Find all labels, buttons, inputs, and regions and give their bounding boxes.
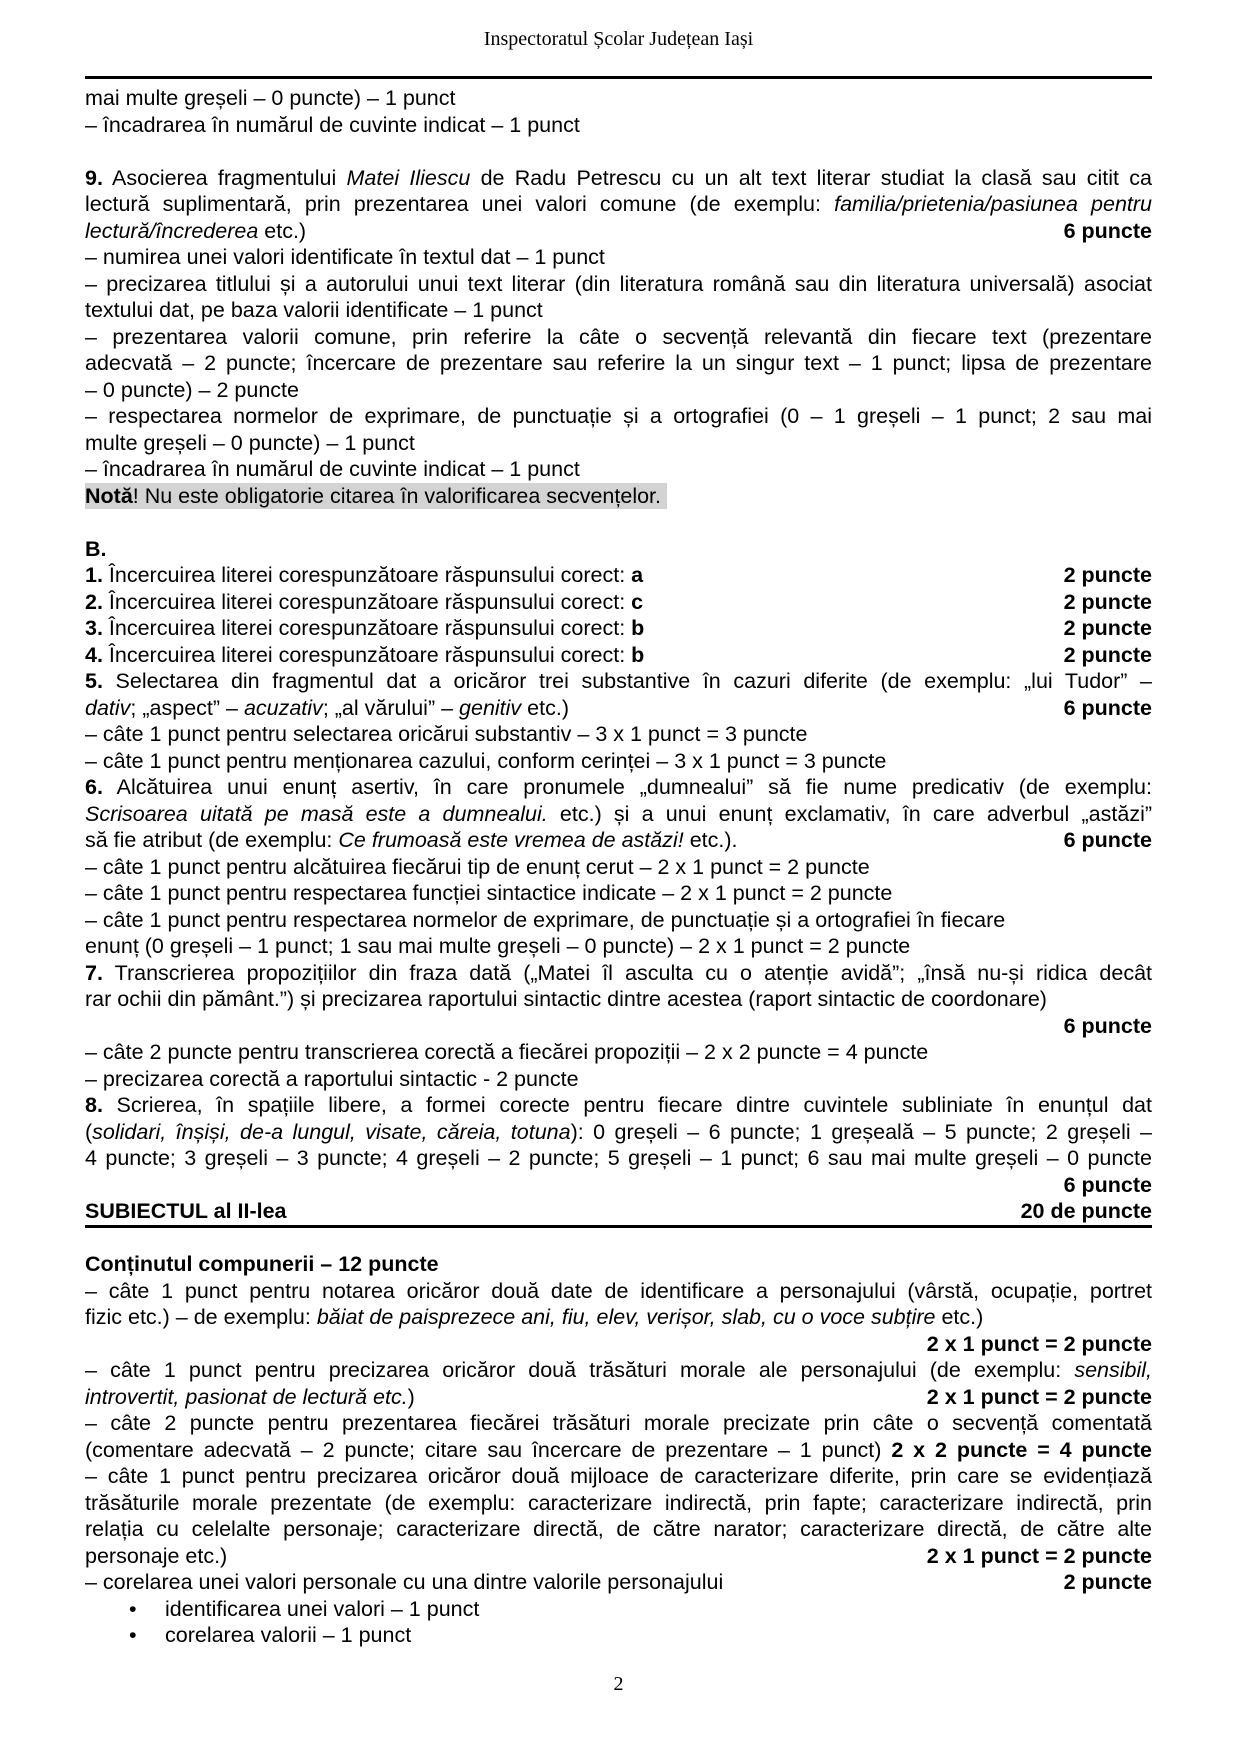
text-segment: Încercuirea literei corespunzătoare răspunsului corect: — [102, 589, 632, 614]
header-separator-line — [85, 76, 1152, 79]
text-segment: trăsăturile morale prezentate (de exemplu: caracterizare indirectă, prin fapte; caracterizare indirectă, prin — [85, 1490, 1152, 1515]
doc-line — [85, 589, 1152, 616]
points-value — [1064, 827, 1152, 854]
text-segment: c — [631, 589, 644, 614]
text-segment: personaje etc.) — [85, 1543, 228, 1568]
text-segment: Notă — [85, 483, 133, 508]
text-segment: – câte 2 puncte pentru prezentarea fiecărei trăsături morale precizate prin câte o secvență comentată — [85, 1411, 1152, 1435]
text-segment: – câte 1 punct pentru respectarea funcției sintactice indicate – 2 x 1 punct = 2 puncte — [85, 881, 893, 905]
doc-line — [85, 1119, 1152, 1146]
text-segment: corelarea valorii – 1 punct — [165, 1623, 412, 1647]
doc-line — [85, 1490, 1152, 1517]
highlighted-note — [85, 483, 667, 509]
text-segment: – precizarea titlului și a autorului unui text literar (din literatura română sau din literatura universală) asociat — [85, 271, 1152, 296]
text-segment: 9. — [85, 165, 103, 190]
doc-line — [85, 1331, 1152, 1358]
doc-line — [85, 1410, 1152, 1437]
text-segment: 7. — [85, 960, 103, 985]
text-segment: 6 puncte — [1063, 695, 1152, 720]
text-segment: ) — [407, 1384, 415, 1409]
document-body — [85, 85, 1152, 1649]
doc-line — [85, 1172, 1152, 1199]
text-segment: 8. — [85, 1093, 103, 1117]
doc-line — [85, 403, 1152, 430]
text-segment: – respectarea normelor de exprimare, de punctuație și a ortografiei (0 – 1 greșeli – 1 punct; 2 sau mai — [85, 404, 1152, 428]
text-segment: 2 puncte — [1063, 589, 1152, 614]
doc-line — [85, 748, 1152, 775]
doc-line — [85, 483, 1152, 510]
text-segment: adecvată – 2 puncte; încercare de prezentare sau referire la un singur text – 1 punct; lipsa de prezentare — [85, 351, 1152, 375]
points-value — [1064, 695, 1152, 722]
doc-line — [85, 271, 1152, 298]
points-value — [1064, 1569, 1152, 1596]
doc-line — [85, 854, 1152, 881]
text-segment: ( — [85, 1119, 93, 1144]
text-segment: 2. — [85, 589, 103, 614]
text-segment: etc.) — [258, 218, 307, 243]
doc-line — [85, 1304, 1152, 1331]
doc-line — [85, 801, 1152, 828]
text-segment: Asocierea fragmentului — [102, 165, 347, 190]
text-segment: lectură suplimentară, prin prezentarea unei valori comune (de exemplu: — [85, 192, 835, 216]
text-segment: 4 puncte; 3 greșeli – 3 puncte; 4 greșeli – 2 puncte; 5 greșeli – 1 punct; 6 sau mai multe greșeli – 0 puncte — [85, 1146, 1152, 1170]
doc-line — [85, 986, 1152, 1013]
doc-line — [85, 536, 1152, 563]
text-segment: să fie atribut (de exemplu: — [85, 828, 339, 852]
text-segment: – 0 puncte) – 2 puncte — [85, 377, 299, 402]
doc-line — [85, 642, 1152, 669]
text-segment: Scrierea, în spațiile libere, a formei corecte pentru fiecare dintre cuvintele subliniate în enunțul dat — [102, 1093, 1152, 1117]
doc-line — [85, 827, 1152, 854]
text-segment: introvertit, pasionat de lectură etc. — [85, 1384, 408, 1409]
bullet-icon: • — [129, 1596, 137, 1621]
doc-line — [85, 85, 1152, 112]
text-segment: Ce frumoasă este vremea de astăzi! — [338, 828, 684, 852]
text-segment: – încadrarea în numărul de cuvinte indicat – 1 punct — [85, 457, 580, 481]
text-segment: 2 puncte — [1063, 563, 1152, 587]
section-heading-row — [85, 1198, 1152, 1228]
points-value — [1064, 615, 1152, 642]
text-segment: a — [631, 563, 644, 587]
text-segment: – prezentarea valorii comune, prin referire la câte o secvență relevantă din fiecare text (prezentare — [85, 324, 1152, 349]
doc-line — [85, 1357, 1152, 1384]
text-segment: Selectarea din fragmentul dat a oricăror trei substantive în cazuri diferite (de exemplu: „lui Tudor” – — [102, 669, 1152, 693]
text-segment: familia/prietenia/pasiunea pentru — [834, 192, 1152, 216]
blank-line — [85, 138, 1152, 165]
doc-line — [85, 218, 1152, 245]
doc-line — [85, 244, 1152, 271]
text-segment: – câte 1 punct pentru respectarea normelor de exprimare, de punctuație și a ortografiei în fiecare — [85, 907, 1006, 932]
text-segment: Încercuirea literei corespunzătoare răspunsului corect: — [102, 616, 632, 640]
points-value — [1064, 589, 1152, 616]
text-segment: Încercuirea literei corespunzătoare răspunsului corect: — [102, 642, 632, 667]
text-segment: identificarea unei valori – 1 punct — [165, 1596, 480, 1621]
text-segment: 6 puncte — [1063, 1013, 1152, 1038]
doc-line — [85, 880, 1152, 907]
text-segment: b — [631, 616, 645, 640]
text-segment: etc.) — [521, 695, 569, 720]
text-segment: etc.) și a unui enunț exclamativ, în care adverbul „astăzi” — [547, 801, 1152, 826]
doc-line — [85, 1092, 1152, 1119]
text-segment: textului dat, pe baza valorii identificate – 1 punct — [85, 298, 543, 322]
text-segment: 2 x 1 punct = 2 puncte — [926, 1384, 1152, 1409]
doc-line — [85, 1066, 1152, 1093]
text-segment: 2 puncte — [1063, 642, 1152, 667]
doc-line — [85, 562, 1152, 589]
text-segment: b — [631, 642, 645, 667]
doc-line — [85, 774, 1152, 801]
blank-line — [85, 1225, 1152, 1252]
header-title: Inspectoratul Școlar Județean Iași — [483, 28, 754, 50]
doc-line — [85, 165, 1152, 192]
text-segment: 2 x 1 punct = 2 puncte — [926, 1331, 1152, 1356]
text-segment: multe greșeli – 0 puncte) – 1 punct — [85, 430, 415, 455]
text-segment: 1. — [85, 563, 103, 587]
text-segment: enunț (0 greșeli – 1 punct; 1 sau mai multe greșeli – 0 puncte) – 2 x 1 punct = 2 puncte — [85, 934, 911, 958]
points-value — [927, 1543, 1152, 1570]
doc-line — [85, 297, 1152, 324]
text-segment: etc.) — [935, 1305, 984, 1329]
doc-line — [85, 615, 1152, 642]
text-segment: ! Nu este obligatorie citarea în valorificarea secvențelor. — [132, 483, 662, 508]
blank-line — [85, 509, 1152, 536]
text-segment: – câte 1 punct pentru precizarea oricăror două trăsături morale ale personajului (de exemplu: — [85, 1358, 1075, 1382]
doc-line — [85, 191, 1152, 218]
text-segment: Conținutul compunerii – 12 puncte — [85, 1252, 439, 1276]
doc-line — [85, 1622, 1152, 1649]
doc-line — [85, 721, 1152, 748]
doc-line — [85, 907, 1152, 934]
doc-line — [85, 1543, 1152, 1570]
text-segment: – câte 1 punct pentru menționarea cazului, conform cerinței – 3 x 1 punct = 3 puncte — [85, 748, 887, 773]
text-segment: rar ochii din pământ.”) și precizarea raportului sintactic dintre acestea (raport sintactic de coordonare) — [85, 987, 1047, 1011]
doc-line — [85, 1596, 1152, 1623]
doc-line — [85, 350, 1152, 377]
points-value — [1064, 642, 1152, 669]
text-segment: Încercuirea literei corespunzătoare răspunsului corect: — [102, 563, 632, 587]
text-segment: mai multe greșeli – 0 puncte) – 1 punct — [85, 86, 456, 110]
text-segment: – numirea unei valori identificate în textul dat – 1 punct — [85, 245, 605, 269]
text-segment: Scrisoarea uitată pe masă este a dumnealui. — [85, 801, 548, 826]
doc-line — [85, 1516, 1152, 1543]
text-segment: sensibil, — [1074, 1358, 1152, 1382]
text-segment: ; „al vărului” – — [322, 695, 460, 720]
text-segment: 6. — [85, 775, 103, 799]
doc-line — [85, 1384, 1152, 1411]
text-segment: – câte 1 punct pentru precizarea oricăror două mijloace de caracterizare diferite, prin care se evidențiază — [85, 1464, 1152, 1488]
text-segment: 5. — [85, 669, 103, 693]
text-segment: de Radu Petrescu cu un alt text literar studiat la clasă sau citit ca — [470, 165, 1152, 190]
text-segment: – câte 1 punct pentru notarea oricăror două date de identificare a personajului (vârstă, ocupație, portret — [85, 1278, 1152, 1303]
text-segment: 20 de puncte — [1020, 1199, 1152, 1223]
doc-line — [85, 695, 1152, 722]
page-footer — [85, 1671, 1152, 1697]
bullet-icon: • — [129, 1623, 137, 1647]
text-segment: băiat de paisprezece ani, fiu, elev, verișor, slab, cu o voce subțire — [316, 1305, 936, 1329]
text-segment: genitiv — [459, 695, 522, 720]
text-segment: 3. — [85, 616, 103, 640]
page-header — [85, 26, 1152, 79]
text-segment: etc.). — [683, 828, 738, 852]
doc-line — [85, 112, 1152, 139]
text-segment: 6 puncte — [1063, 1172, 1152, 1197]
text-segment: SUBIECTUL al II-lea — [85, 1199, 287, 1223]
text-segment: 6 puncte — [1063, 218, 1152, 243]
doc-line — [85, 377, 1152, 404]
doc-line — [85, 933, 1152, 960]
doc-line — [85, 1039, 1152, 1066]
doc-line — [85, 1013, 1152, 1040]
doc-line — [85, 1463, 1152, 1490]
text-segment: – câte 1 punct pentru alcătuirea fiecărui tip de enunț cerut – 2 x 1 punct = 2 puncte — [85, 854, 870, 879]
text-segment: (comentare adecvată – 2 puncte; citare sau încercare de prezentare – 1 punct) — [85, 1437, 892, 1462]
doc-line — [85, 324, 1152, 351]
points-value — [1064, 562, 1152, 589]
points-value — [1064, 218, 1152, 245]
doc-line — [85, 1569, 1152, 1596]
text-segment: 2 x 1 punct = 2 puncte — [926, 1543, 1152, 1568]
text-segment: solidari, înșiși, de-a lungul, visate, căreia, totuna — [92, 1119, 571, 1144]
text-segment: – câte 1 punct pentru selectarea oricărui substantiv – 3 x 1 punct = 3 puncte — [85, 722, 808, 746]
text-segment: ): 0 greșeli – 6 puncte; 1 greșeală – 5 puncte; 2 greșeli – — [570, 1119, 1152, 1144]
points-value — [927, 1384, 1152, 1411]
doc-line — [85, 430, 1152, 457]
text-segment: – corelarea unei valori personale cu una dintre valorile personajului — [85, 1570, 724, 1594]
text-segment: – precizarea corectă a raportului sintactic - 2 puncte — [85, 1066, 579, 1091]
doc-line — [85, 456, 1152, 483]
points-value — [1021, 1198, 1152, 1225]
text-segment: 4. — [85, 642, 103, 667]
text-segment: dativ — [85, 695, 131, 720]
text-segment: Alcătuirea unui enunț asertiv, în care pronumele „dumnealui” să fie nume predicativ (de exemplu: — [102, 775, 1152, 799]
text-segment: lectură/încrederea — [85, 218, 259, 243]
page-number: 2 — [613, 1672, 624, 1695]
doc-line — [85, 1278, 1152, 1305]
text-segment: ; „aspect” – — [130, 695, 244, 720]
doc-line — [85, 1437, 1152, 1464]
text-segment: Matei Iliescu — [346, 165, 471, 190]
doc-line — [85, 960, 1152, 987]
text-segment: 2 puncte — [1063, 1570, 1152, 1594]
text-segment: relația cu celelalte personaje; caracterizare directă, de către narator; caracterizare directă, de către alte — [85, 1517, 1152, 1541]
doc-line — [85, 1145, 1152, 1172]
text-segment: B. — [85, 536, 107, 561]
text-segment: – câte 2 puncte pentru transcrierea corectă a fiecărei propoziții – 2 x 2 puncte = 4 puncte — [85, 1040, 929, 1064]
text-segment: 2 x 2 puncte = 4 puncte — [891, 1437, 1153, 1462]
text-segment: Transcrierea propozițiilor din fraza dată („Matei îl asculta cu o atenție avidă”; „însă nu-și ridica decât — [102, 960, 1152, 985]
text-segment: fizic etc.) – de exemplu: — [85, 1305, 317, 1329]
doc-line — [85, 668, 1152, 695]
text-segment: 2 puncte — [1063, 616, 1152, 640]
text-segment: acuzativ — [243, 695, 323, 720]
doc-line — [85, 1251, 1152, 1278]
text-segment: 6 puncte — [1063, 828, 1152, 852]
text-segment: – încadrarea în numărul de cuvinte indicat – 1 punct — [85, 112, 580, 137]
